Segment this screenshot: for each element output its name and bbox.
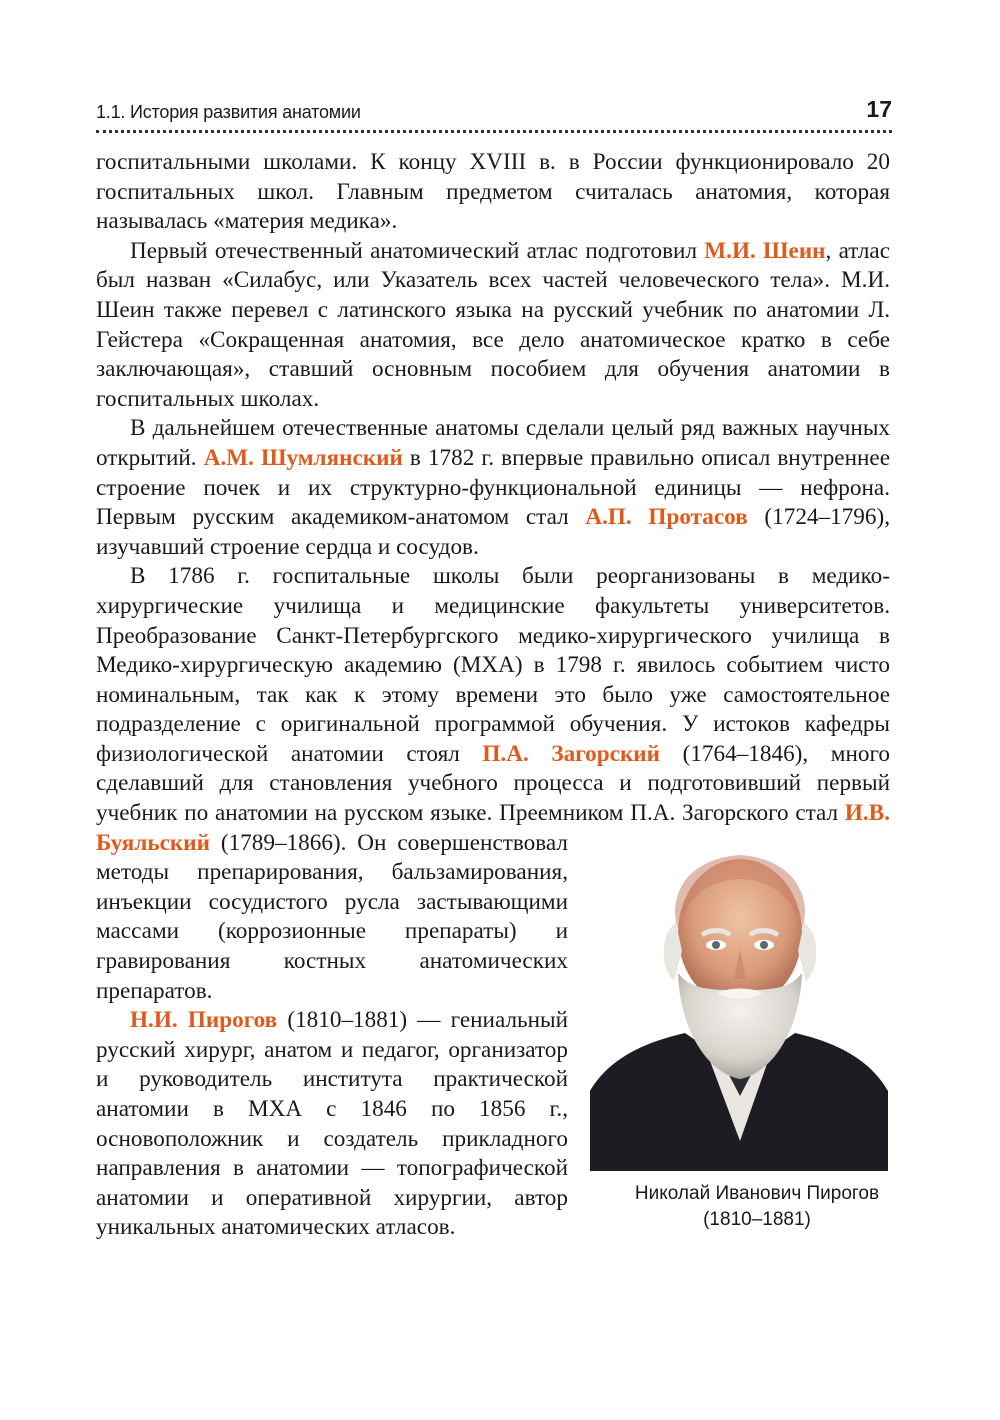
paragraph-3-rest: (1724–1796), изучавший строение сердца и сосудов. [96, 504, 891, 560]
dotted-divider [96, 130, 892, 133]
portrait-figure [590, 841, 890, 1233]
paragraph-4-lead: В 1786 г. госпитальные школы были реорганизованы в медико-хирургические училища и медицинские факультеты университетов. Преобразование Санкт-Петербургского медико-хирургического училища в Медико-хирургическую академию (МХА) в 1798 г. явилось событием чисто номинальным, так как к этому времени это было уже самостоятельное подразделение с оригинальной программой обучения. У истоков кафедры физиологической анатомии стоял [96, 563, 890, 767]
section-title: 1.1. История развития анатомии [96, 102, 361, 122]
paragraph-2-lead: Первый отечественный анатомический атлас подготовил [130, 237, 705, 264]
paragraph-3-lead: В дальнейшем отечественные анатомы сделали целый ряд важных научных открытий. [96, 415, 890, 471]
portrait-illustration [590, 841, 888, 1171]
paragraph-2 [96, 237, 890, 415]
person-name-zagorsky: П.А. Загорский [482, 740, 661, 767]
paragraph-1: госпитальными школами. К концу XVIII в. в России функционировало 20 госпитальных школ. Главным предметом считалась анатомия, которая называлась «материя медика». [96, 149, 890, 235]
page-number: 17 [866, 96, 892, 122]
person-name-protasov: А.П. Протасов [585, 504, 748, 531]
body-text [96, 148, 890, 1243]
portrait-caption [590, 1181, 890, 1233]
paragraph-2-rest: , атлас был назван «Силабус, или Указатель всех частей человеческого тела». М.И. Шеин также перевел с латинского языка на русский учебник по анатомии Л. Гейстера «Сокращенная анатомия, все дело анатомическое кратко в себе заключающая», ставший основным пособием для обучения анатомии в госпитальных школах. [96, 237, 890, 412]
person-name-shumlyansky: А.М. Шумлянский [203, 444, 403, 471]
caption-name: Николай Иванович Пирогов [634, 1182, 880, 1204]
person-name-pirogov: Н.И. Пирогов [130, 1007, 278, 1034]
paragraph-5-rest: (1810–1881) — гениальный русский хирург, анатом и педагог, организатор и руководитель института практической анатомии в МХА с 1846 по 1856 г., основоположник и создатель прикладного направления в анатомии — топографической анатомии и оперативной хирургии, автор уникальных анатомических атласов. [96, 1007, 568, 1241]
portrait-image [590, 841, 888, 1171]
paragraph-4-mid: (1764–1846), много сделавший для становления учебного процесса и подготовивший первый учебник по анатомии на русском языке. Преемником П.А. Загорского стал [96, 740, 890, 827]
paragraph-3 [96, 414, 890, 562]
caption-years: (1810–1881) [703, 1208, 811, 1230]
paragraph-3-mid: в 1782 г. впервые правильно описал внутреннее строение почек и их структурно-функциональной единицы — нефрона. Первым русским академиком-анатомом стал [96, 444, 890, 531]
paragraph-4-rest: (1789–1866). Он совершенствовал методы препарирования, бальзамирования, инъекции сосудистого русла застывающими массами (коррозионные препараты) и гравирования костных анатомических препаратов. [96, 829, 568, 1004]
person-name-shein: М.И. Шеин [704, 237, 826, 264]
person-name-buyalsky: И.В. Буяльский [96, 800, 890, 856]
running-header [96, 96, 892, 136]
